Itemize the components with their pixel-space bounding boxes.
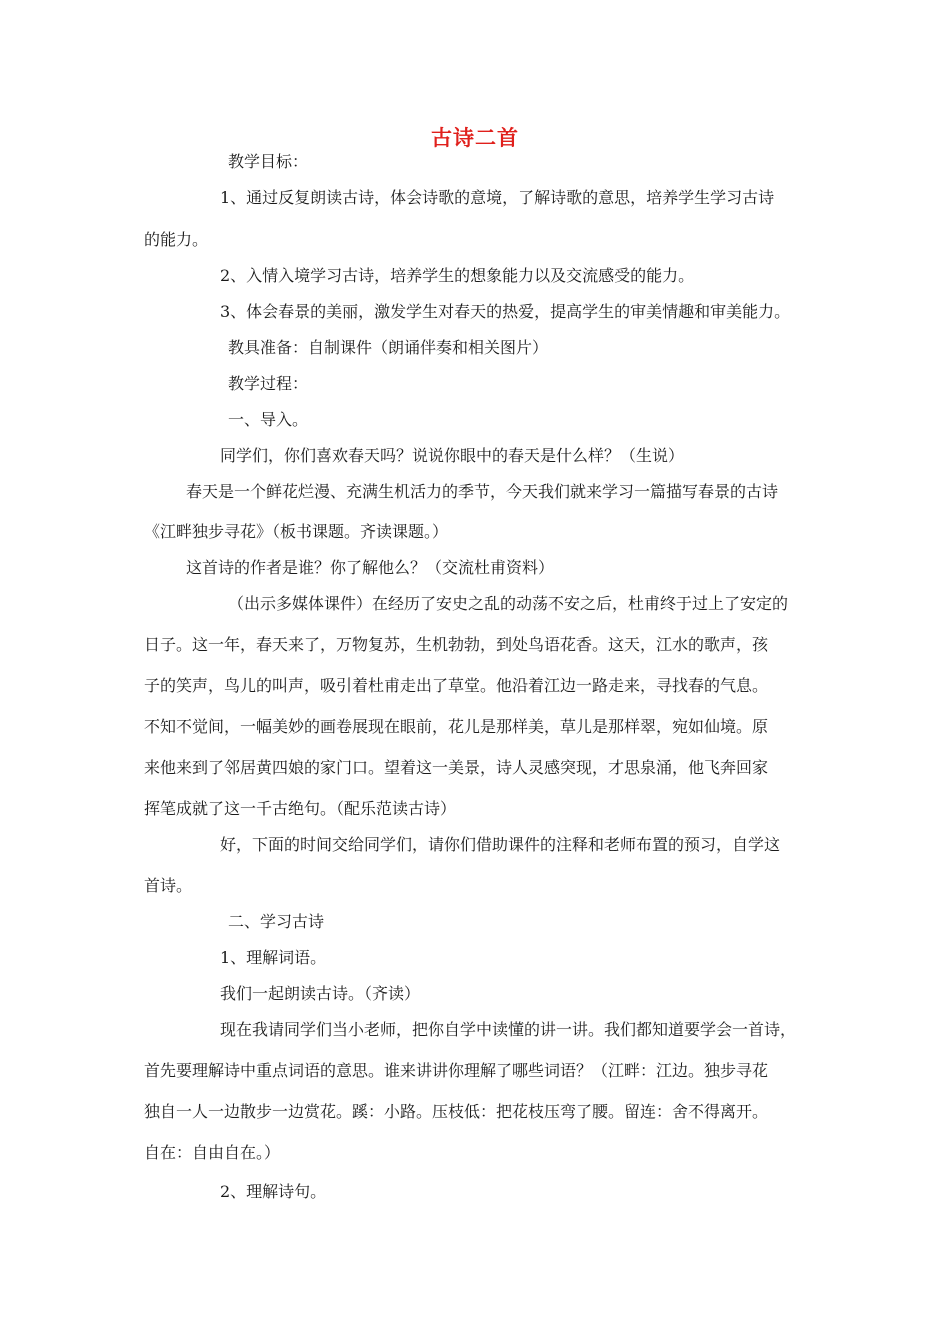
paragraph-line: 2、入情入境学习古诗，培养学生的想象能力以及交流感受的能力。	[220, 266, 695, 285]
paragraph-line: 首诗。	[144, 876, 193, 895]
paragraph-line: 日子。这一年，春天来了，万物复苏，生机勃勃，到处鸟语花香。这天，江水的歌声，孩	[144, 635, 769, 654]
paragraph-line: 我们一起朗读古诗。（齐读）	[220, 984, 421, 1003]
paragraph-line: 教学目标：	[228, 152, 309, 171]
section-heading: 一、导入。	[228, 410, 309, 429]
paragraph-line: 这首诗的作者是谁？你了解他么？（交流杜甫资料）	[186, 558, 555, 577]
paragraph-line: 教学过程：	[228, 374, 309, 393]
paragraph-line: 同学们，你们喜欢春天吗？说说你眼中的春天是什么样？（生说）	[220, 446, 685, 465]
paragraph-line: 1、通过反复朗读古诗，体会诗歌的意境，了解诗歌的意思，培养学生学习古诗	[220, 188, 775, 207]
paragraph-line: 首先要理解诗中重点词语的意思。谁来讲讲你理解了哪些词语？（江畔：江边。独步寻花	[144, 1061, 769, 1080]
paragraph-line: 子的笑声，鸟儿的叫声，吸引着杜甫走出了草堂。他沿着江边一路走来，寻找春的气息。	[144, 676, 769, 695]
paragraph-line: 现在我请同学们当小老师，把你自学中读懂的讲一讲。我们都知道要学会一首诗，	[220, 1020, 797, 1039]
paragraph-line: 独自一人一边散步一边赏花。蹊：小路。压枝低：把花枝压弯了腰。留连：舍不得离开。	[144, 1102, 769, 1121]
paragraph-line: 3、体会春景的美丽，激发学生对春天的热爱，提高学生的审美情趣和审美能力。	[220, 302, 791, 321]
paragraph-line: 自在：自由自在。）	[144, 1143, 281, 1162]
paragraph-line: 1、理解词语。	[220, 948, 327, 967]
paragraph-line: 不知不觉间，一幅美妙的画卷展现在眼前，花儿是那样美，草儿是那样翠，宛如仙境。原	[144, 717, 769, 736]
paragraph-line: 好，下面的时间交给同学们，请你们借助课件的注释和老师布置的预习，自学这	[220, 835, 781, 854]
paragraph-line: 来他来到了邻居黄四娘的家门口。望着这一美景，诗人灵感突现，才思泉涌，他飞奔回家	[144, 758, 769, 777]
paragraph-line: 《江畔独步寻花》（板书课题。齐读课题。）	[144, 522, 449, 541]
paragraph-line: 教具准备：自制课件（朗诵伴奏和相关图片）	[228, 338, 549, 357]
paragraph-line: 春天是一个鲜花烂漫、充满生机活力的季节，今天我们就来学习一篇描写春景的古诗	[186, 482, 779, 501]
paragraph-line: 挥笔成就了这一千古绝句。（配乐范读古诗）	[144, 799, 457, 818]
page-title: 古诗二首	[431, 125, 519, 150]
paragraph-line: （出示多媒体课件）在经历了安史之乱的动荡不安之后，杜甫终于过上了安定的	[228, 594, 789, 613]
section-heading: 二、学习古诗	[228, 912, 325, 931]
paragraph-line: 2、理解诗句。	[220, 1182, 327, 1201]
paragraph-line: 的能力。	[144, 230, 209, 249]
